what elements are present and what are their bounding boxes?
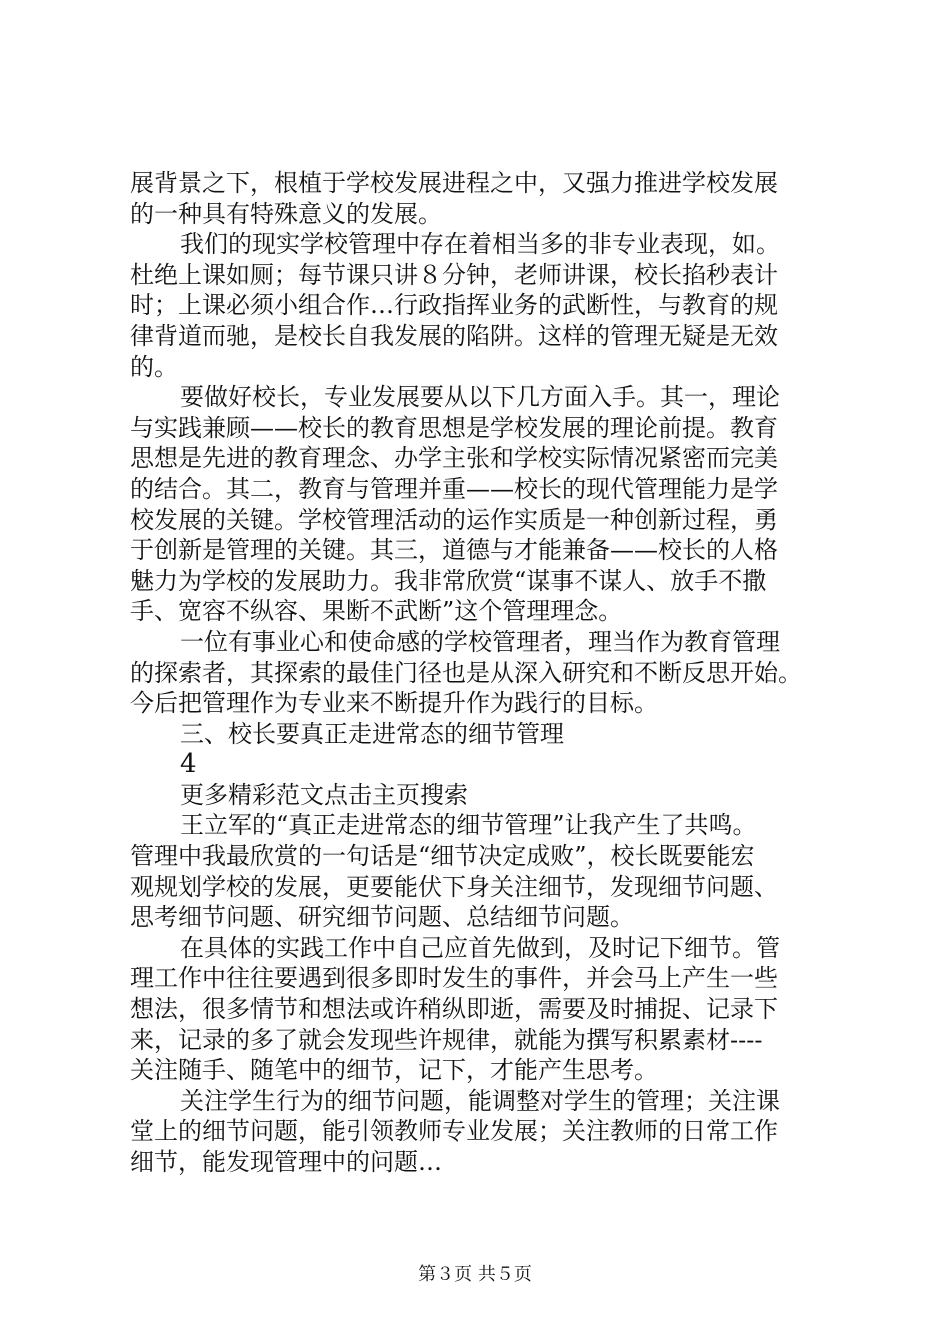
text-line: 关注随手、随笔中的细节，记下，才能产生思考。 <box>130 1056 658 1085</box>
text-line: 与实践兼顾——校长的教育思想是学校发展的理论前提。教育 <box>130 413 778 442</box>
section-heading: 三、校长要真正走进常态的细节管理 <box>180 719 564 748</box>
paragraph-start: 我们的现实学校管理中存在着相当多的非专业表现，如。 <box>180 230 780 259</box>
text-line: 展背景之下，根植于学校发展进程之中，又强力推进学校发展 <box>130 169 778 197</box>
paragraph-start: 王立军的“真正走进常态的细节管理”让我产生了共鸣。 <box>180 811 757 840</box>
text-line: 管理中我最欣赏的一句话是“细节决定成败”，校长既要能宏 <box>130 842 755 871</box>
text-line: 今后把管理作为专业来不断提升作为践行的目标。 <box>130 689 658 718</box>
text-line: 校发展的关键。学校管理活动的运作实质是一种创新过程，勇 <box>130 505 778 534</box>
text-line: 观规划学校的发展，更要能伏下身关注细节，发现细节问题、 <box>130 872 778 901</box>
text-line: 思想是先进的教育理念、办学主张和学校实际情况紧密而完美 <box>130 444 778 473</box>
text-line: 理工作中往往要遇到很多即时发生的事件，并会马上产生一些 <box>130 964 778 993</box>
text-line: 想法，很多情节和想法或许稍纵即逝，需要及时捕捉、记录下 <box>130 995 778 1024</box>
text-line: 魅力为学校的发展助力。我非常欣赏“谋事不谋人、放手不撒 <box>130 566 767 595</box>
page-marker: 4 <box>180 749 197 780</box>
text-line: 的结合。其二，教育与管理并重——校长的现代管理能力是学 <box>130 474 778 503</box>
paragraph-start: 一位有事业心和使命感的学校管理者，理当作为教育管理 <box>180 627 780 656</box>
text-line: 时；上课必须小组合作…行政指挥业务的武断性，与教育的规 <box>130 291 778 320</box>
paragraph-start: 在具体的实践工作中自己应首先做到，及时记下细节。管 <box>180 933 780 962</box>
text-line: 杜绝上课如厕；每节课只讲８分钟，老师讲课，校长掐秒表计 <box>130 260 778 289</box>
text-line: 的。 <box>130 352 178 381</box>
text-line: 来，记录的多了就会发现些许规律，就能为撰写积累素材---- <box>130 1025 763 1054</box>
page-footer <box>0 1264 950 1286</box>
text-line: 手、宽容不纵容、果断不武断”这个管理理念。 <box>130 597 623 626</box>
text-line: 的探索者，其探索的最佳门径也是从深入研究和不断反思开始。 <box>130 658 802 687</box>
text-line: 于创新是管理的关键。其三，道德与才能兼备——校长的人格 <box>130 536 778 565</box>
text-line: 堂上的细节问题，能引领教师专业发展；关注教师的日常工作 <box>130 1117 778 1146</box>
page-number: 第３页 共５页 <box>418 1264 532 1285</box>
document-body <box>130 168 830 1178</box>
text-line: 细节，能发现管理中的问题… <box>130 1148 442 1176</box>
paragraph-start: 要做好校长，专业发展要从以下几方面入手。其一，理论 <box>180 383 780 412</box>
text-line: 的一种具有特殊意义的发展。 <box>130 199 442 228</box>
text-line: 思考细节问题、研究细节问题、总结细节问题。 <box>130 903 634 932</box>
text-line: 律背道而驰，是校长自我发展的陷阱。这样的管理无疑是无效 <box>130 321 778 350</box>
promo-text: 更多精彩范文点击主页搜索 <box>180 780 468 809</box>
paragraph-start: 关注学生行为的细节问题，能调整对学生的管理；关注课 <box>180 1086 780 1115</box>
